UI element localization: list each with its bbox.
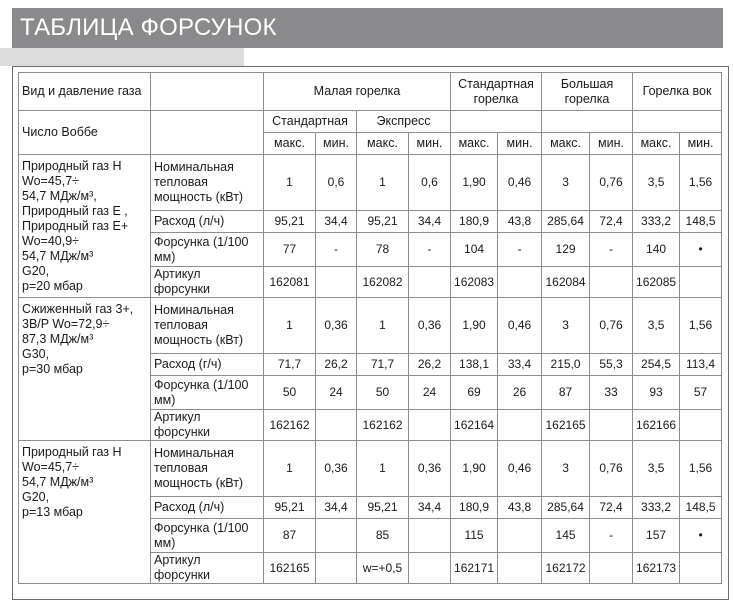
value-cell: 34,4 (409, 211, 451, 233)
header-gas-type: Вид и давление газа (19, 73, 151, 111)
gas-type-line: G20, (22, 490, 50, 504)
value-cell: 26,2 (409, 354, 451, 376)
value-cell: 87 (264, 519, 316, 553)
value-cell (590, 267, 633, 298)
gas-type-cell (19, 155, 151, 298)
header-min: мин. (498, 133, 542, 155)
row-label: Номинальная тепловая мощность (кВт) (151, 155, 264, 211)
gas-type-line: Сжиженный газ 3+, (22, 302, 134, 316)
value-cell (409, 410, 451, 441)
gas-type-cell (19, 298, 151, 441)
value-cell (316, 410, 357, 441)
value-cell: 1 (264, 298, 316, 354)
value-cell: 0,36 (409, 441, 451, 497)
value-cell: 34,4 (409, 497, 451, 519)
value-cell: 0,36 (409, 298, 451, 354)
value-cell: 1 (357, 298, 409, 354)
value-cell: 95,21 (264, 211, 316, 233)
gas-type-cell (19, 441, 151, 584)
value-cell: - (498, 233, 542, 267)
value-cell: 0,46 (498, 155, 542, 211)
value-cell: 140 (633, 233, 680, 267)
value-cell: 33,4 (498, 354, 542, 376)
value-cell: 162165 (542, 410, 590, 441)
header-max: макс. (357, 133, 409, 155)
value-cell: 95,21 (264, 497, 316, 519)
header-max: макс. (451, 133, 498, 155)
value-cell: 69 (451, 376, 498, 410)
header-subtype-express: Экспресс (357, 111, 451, 133)
header-blank (542, 111, 633, 133)
value-cell: 55,3 (590, 354, 633, 376)
table-row (19, 155, 722, 211)
value-cell (498, 410, 542, 441)
gas-type-line: 54,7 МДж/м³ (22, 249, 94, 263)
row-label: Артикул форсунки (151, 553, 264, 584)
value-cell: 33 (590, 376, 633, 410)
value-cell (498, 553, 542, 584)
gas-type-line: G30, (22, 347, 50, 361)
header-min: мин. (680, 133, 722, 155)
value-cell: 0,46 (498, 441, 542, 497)
value-cell: 50 (357, 376, 409, 410)
value-cell: 78 (357, 233, 409, 267)
header-min: мин. (590, 133, 633, 155)
value-cell: 333,2 (633, 497, 680, 519)
value-cell: 1 (264, 155, 316, 211)
value-cell: 1,56 (680, 441, 722, 497)
header-small-burner: Малая горелка (264, 73, 451, 111)
value-cell (409, 267, 451, 298)
value-cell: 0,36 (316, 298, 357, 354)
value-cell: 145 (542, 519, 590, 553)
value-cell: 3 (542, 298, 590, 354)
value-cell: 162083 (451, 267, 498, 298)
value-cell: 115 (451, 519, 498, 553)
gas-type-line: Wo=40,9÷ (22, 234, 80, 248)
gas-type-line: Природный газ H (22, 445, 122, 459)
header-blank (151, 73, 264, 111)
value-cell: • (680, 233, 722, 267)
value-cell (680, 267, 722, 298)
value-cell: 1,90 (451, 298, 498, 354)
value-cell: - (409, 233, 451, 267)
gas-type-line: p=20 мбар (22, 279, 83, 293)
header-max: макс. (633, 133, 680, 155)
value-cell: 1,90 (451, 441, 498, 497)
header-min: мин. (409, 133, 451, 155)
value-cell: 333,2 (633, 211, 680, 233)
value-cell: 1 (357, 441, 409, 497)
gas-type-line: G20, (22, 264, 50, 278)
value-cell: - (316, 233, 357, 267)
value-cell (316, 519, 357, 553)
value-cell: 3 (542, 441, 590, 497)
value-cell: 129 (542, 233, 590, 267)
row-label: Артикул форсунки (151, 267, 264, 298)
row-label: Расход (г/ч) (151, 354, 264, 376)
value-cell: 254,5 (633, 354, 680, 376)
value-cell: 26,2 (316, 354, 357, 376)
value-cell: - (590, 519, 633, 553)
value-cell: 162173 (633, 553, 680, 584)
value-cell: 77 (264, 233, 316, 267)
value-cell: 26 (498, 376, 542, 410)
value-cell (590, 410, 633, 441)
value-cell: 1,90 (451, 155, 498, 211)
value-cell: 162085 (633, 267, 680, 298)
value-cell: 113,4 (680, 354, 722, 376)
value-cell: 138,1 (451, 354, 498, 376)
value-cell: 1 (264, 441, 316, 497)
value-cell: • (680, 519, 722, 553)
header-standard-burner: Стандартная горелка (451, 73, 542, 111)
value-cell: 0,76 (590, 298, 633, 354)
header-wobbe: Число Воббе (19, 111, 151, 155)
value-cell: 104 (451, 233, 498, 267)
header-max: макс. (542, 133, 590, 155)
value-cell: 43,8 (498, 211, 542, 233)
row-label: Артикул форсунки (151, 410, 264, 441)
value-cell: 93 (633, 376, 680, 410)
value-cell: 148,5 (680, 497, 722, 519)
value-cell (498, 519, 542, 553)
value-cell: 1,56 (680, 298, 722, 354)
header-max: макс. (264, 133, 316, 155)
value-cell (498, 267, 542, 298)
value-cell: 162164 (451, 410, 498, 441)
value-cell: 0,76 (590, 441, 633, 497)
value-cell (680, 410, 722, 441)
value-cell: 162162 (357, 410, 409, 441)
row-label: Форсунка (1/100 мм) (151, 519, 264, 553)
value-cell: 162165 (264, 553, 316, 584)
row-label: Форсунка (1/100 мм) (151, 233, 264, 267)
title-shadow-strip (0, 48, 244, 66)
value-cell (680, 553, 722, 584)
header-wok-burner: Горелка вок (633, 73, 722, 111)
value-cell: 180,9 (451, 497, 498, 519)
value-cell: 0,36 (316, 441, 357, 497)
value-cell: 43,8 (498, 497, 542, 519)
injector-table (18, 72, 722, 584)
header-blank (633, 111, 722, 133)
header-blank (451, 111, 542, 133)
value-cell: 72,4 (590, 497, 633, 519)
value-cell: 162172 (542, 553, 590, 584)
value-cell: 162166 (633, 410, 680, 441)
gas-type-line: Wo=45,7÷ (22, 460, 80, 474)
gas-type-line: 87,3 МДж/м³ (22, 332, 94, 346)
value-cell (316, 267, 357, 298)
value-cell: 285,64 (542, 211, 590, 233)
value-cell: 180,9 (451, 211, 498, 233)
header-large-burner: Большая горелка (542, 73, 633, 111)
row-label: Номинальная тепловая мощность (кВт) (151, 298, 264, 354)
value-cell: 71,7 (357, 354, 409, 376)
row-label: Номинальная тепловая мощность (кВт) (151, 441, 264, 497)
page-title: ТАБЛИЦА ФОРСУНОК (20, 14, 277, 41)
value-cell: 148,5 (680, 211, 722, 233)
value-cell: 72,4 (590, 211, 633, 233)
table-row (19, 441, 722, 497)
value-cell: 162162 (264, 410, 316, 441)
value-cell: 162084 (542, 267, 590, 298)
title-bar (12, 8, 723, 48)
header-min: мин. (316, 133, 357, 155)
header-subtype-standard: Стандартная (264, 111, 357, 133)
value-cell: 24 (409, 376, 451, 410)
header-row-burners (19, 73, 722, 111)
gas-type-line: 54,7 МДж/м³, (22, 189, 97, 203)
value-cell: 3,5 (633, 155, 680, 211)
table-row (19, 298, 722, 354)
value-cell: 95,21 (357, 497, 409, 519)
gas-type-line: Природный газ H (22, 159, 122, 173)
value-cell (409, 553, 451, 584)
value-cell: 162171 (451, 553, 498, 584)
header-blank (151, 111, 264, 155)
gas-type-line: p=13 мбар (22, 505, 83, 519)
value-cell: 162082 (357, 267, 409, 298)
gas-type-line: p=30 мбар (22, 362, 83, 376)
row-label: Форсунка (1/100 мм) (151, 376, 264, 410)
value-cell: 0,6 (316, 155, 357, 211)
value-cell: 3 (542, 155, 590, 211)
value-cell: 1,56 (680, 155, 722, 211)
value-cell: 0,6 (409, 155, 451, 211)
value-cell: 34,4 (316, 497, 357, 519)
gas-type-line: Природный газ E+ (22, 219, 129, 233)
value-cell: 3,5 (633, 441, 680, 497)
row-label: Расход (л/ч) (151, 497, 264, 519)
value-cell: 157 (633, 519, 680, 553)
value-cell: - (590, 233, 633, 267)
value-cell: 34,4 (316, 211, 357, 233)
value-cell: 3,5 (633, 298, 680, 354)
header-row-subtypes (19, 111, 722, 133)
gas-type-line: 54,7 МДж/м³ (22, 475, 94, 489)
value-cell: 57 (680, 376, 722, 410)
value-cell: 162081 (264, 267, 316, 298)
value-cell: 215,0 (542, 354, 590, 376)
value-cell: 24 (316, 376, 357, 410)
value-cell: 285,64 (542, 497, 590, 519)
value-cell: 71,7 (264, 354, 316, 376)
gas-type-line: Wo=45,7÷ (22, 174, 80, 188)
value-cell: 0,46 (498, 298, 542, 354)
value-cell (316, 553, 357, 584)
value-cell: 1 (357, 155, 409, 211)
gas-type-line: Природный газ E , (22, 204, 128, 218)
value-cell: 0,76 (590, 155, 633, 211)
row-label: Расход (л/ч) (151, 211, 264, 233)
value-cell: 87 (542, 376, 590, 410)
value-cell (409, 519, 451, 553)
value-cell: w=+0,5 (357, 553, 409, 584)
value-cell: 50 (264, 376, 316, 410)
value-cell: 85 (357, 519, 409, 553)
gas-type-line: 3B/P Wo=72,9÷ (22, 317, 110, 331)
value-cell (590, 553, 633, 584)
value-cell: 95,21 (357, 211, 409, 233)
